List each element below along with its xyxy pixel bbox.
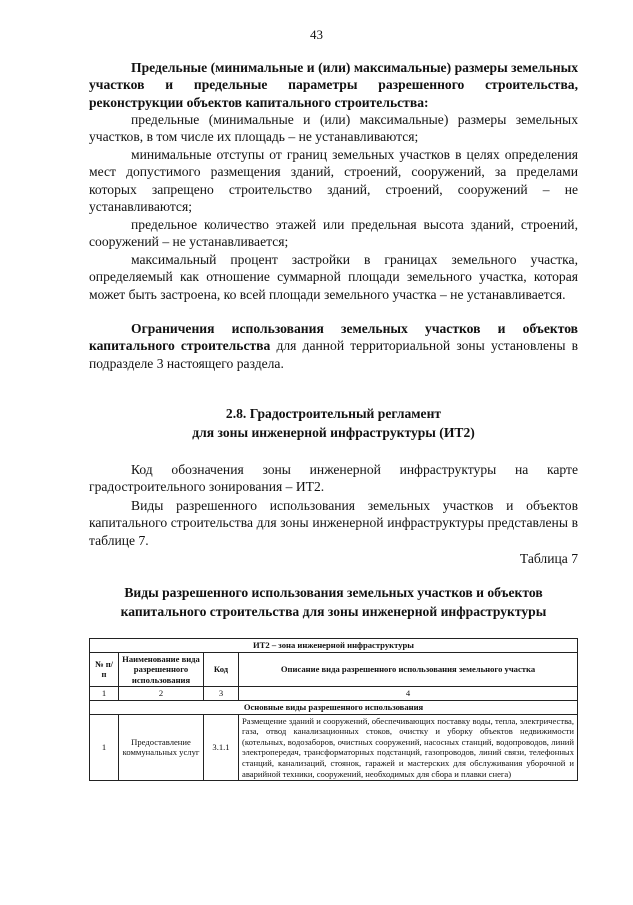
col-header-description: Описание вида разрешенного использования земельного участка <box>239 652 578 687</box>
col-number-4: 4 <box>239 687 578 701</box>
table-zone-header: ИТ2 – зона инженерной инфраструктуры <box>90 639 578 653</box>
col-number-2: 2 <box>119 687 204 701</box>
col-number-1: 1 <box>90 687 119 701</box>
restrictions-bold-text: Ограничения использования земельных участков и объектов капитального строительства <box>89 321 578 354</box>
row-code: 3.1.1 <box>204 714 239 781</box>
restrictions-rest-text: для данной территориальной зоны установлены в подразделе 3 настоящего раздела. <box>89 338 578 371</box>
col-header-name: Наименование вида разрешенного использования <box>119 652 204 687</box>
permitted-use-table <box>89 638 578 781</box>
parameter-item-floors: предельное количество этажей или предельная высота зданий, строений, сооружений – не устанавливается; <box>89 217 578 250</box>
table-caption-line1: Виды разрешенного использования земельных участков и объектов <box>124 585 543 600</box>
restrictions-paragraph <box>89 320 578 372</box>
col-header-num: № п/п <box>90 652 119 687</box>
col-header-code: Код <box>204 652 239 687</box>
parameter-item-coverage: максимальный процент застройки в границах земельного участка, определяемый как отношение суммарной площади земельного участка, которая может быть застроена, ко всей площади земельного участка – не устанавливается. <box>89 252 578 302</box>
section-title-line1: 2.8. Градостроительный регламент <box>225 406 442 421</box>
parameter-item-size: предельные (минимальные и (или) максимальные) размеры земельных участков, в том числе их площадь – не устанавливаются; <box>89 112 578 145</box>
zone-code-paragraph: Код обозначения зоны инженерной инфраструктуры на карте градостроительного зонирования – ИТ2. <box>89 462 578 495</box>
row-num: 1 <box>90 714 119 781</box>
col-number-3: 3 <box>204 687 239 701</box>
page-number: 43 <box>310 27 323 42</box>
parameter-item-setbacks: минимальные отступы от границ земельных участков в целях определения мест допустимого размещения зданий, строений, сооружений, за пределами которых запрещено строительство зданий, строений, сооружений – не устанавливаются; <box>89 147 578 214</box>
section-title-line2: для зоны инженерной инфраструктуры (ИТ2) <box>192 425 475 440</box>
group-header-main-uses: Основные виды разрешенного использования <box>90 700 578 714</box>
table-reference-paragraph: Виды разрешенного использования земельных участков и объектов капитального строительства для зоны инженерной инфраструктуры представлены в таблице 7. <box>89 498 578 548</box>
parameters-heading: Предельные (минимальные и (или) максимальные) размеры земельных участков и предельные параметры разрешенного строительства, реконструкции объектов капитального строительства: <box>89 60 578 110</box>
row-description: Размещение зданий и сооружений, обеспечивающих поставку воды, тепла, электричества, газа, отвод канализационных стоков, очистку и уборку объектов недвижимости (котельных, водозаборов, очистных сооружений, насосных станций, водопроводов, линий электропередач, трансформаторных подстанций, газопроводов, линий связи, телефонных станций, канализаций, стоянок, гаражей и мастерских для обслуживания уборочной и аварийной техники, сооружений, необходимых для сбора и плавки снега) <box>239 714 578 781</box>
table-caption-line2: капитального строительства для зоны инженерной инфраструктуры <box>120 604 547 619</box>
table-row <box>90 714 578 781</box>
table-label: Таблица 7 <box>519 551 578 566</box>
row-name: Предоставление коммунальных услуг <box>119 714 204 781</box>
